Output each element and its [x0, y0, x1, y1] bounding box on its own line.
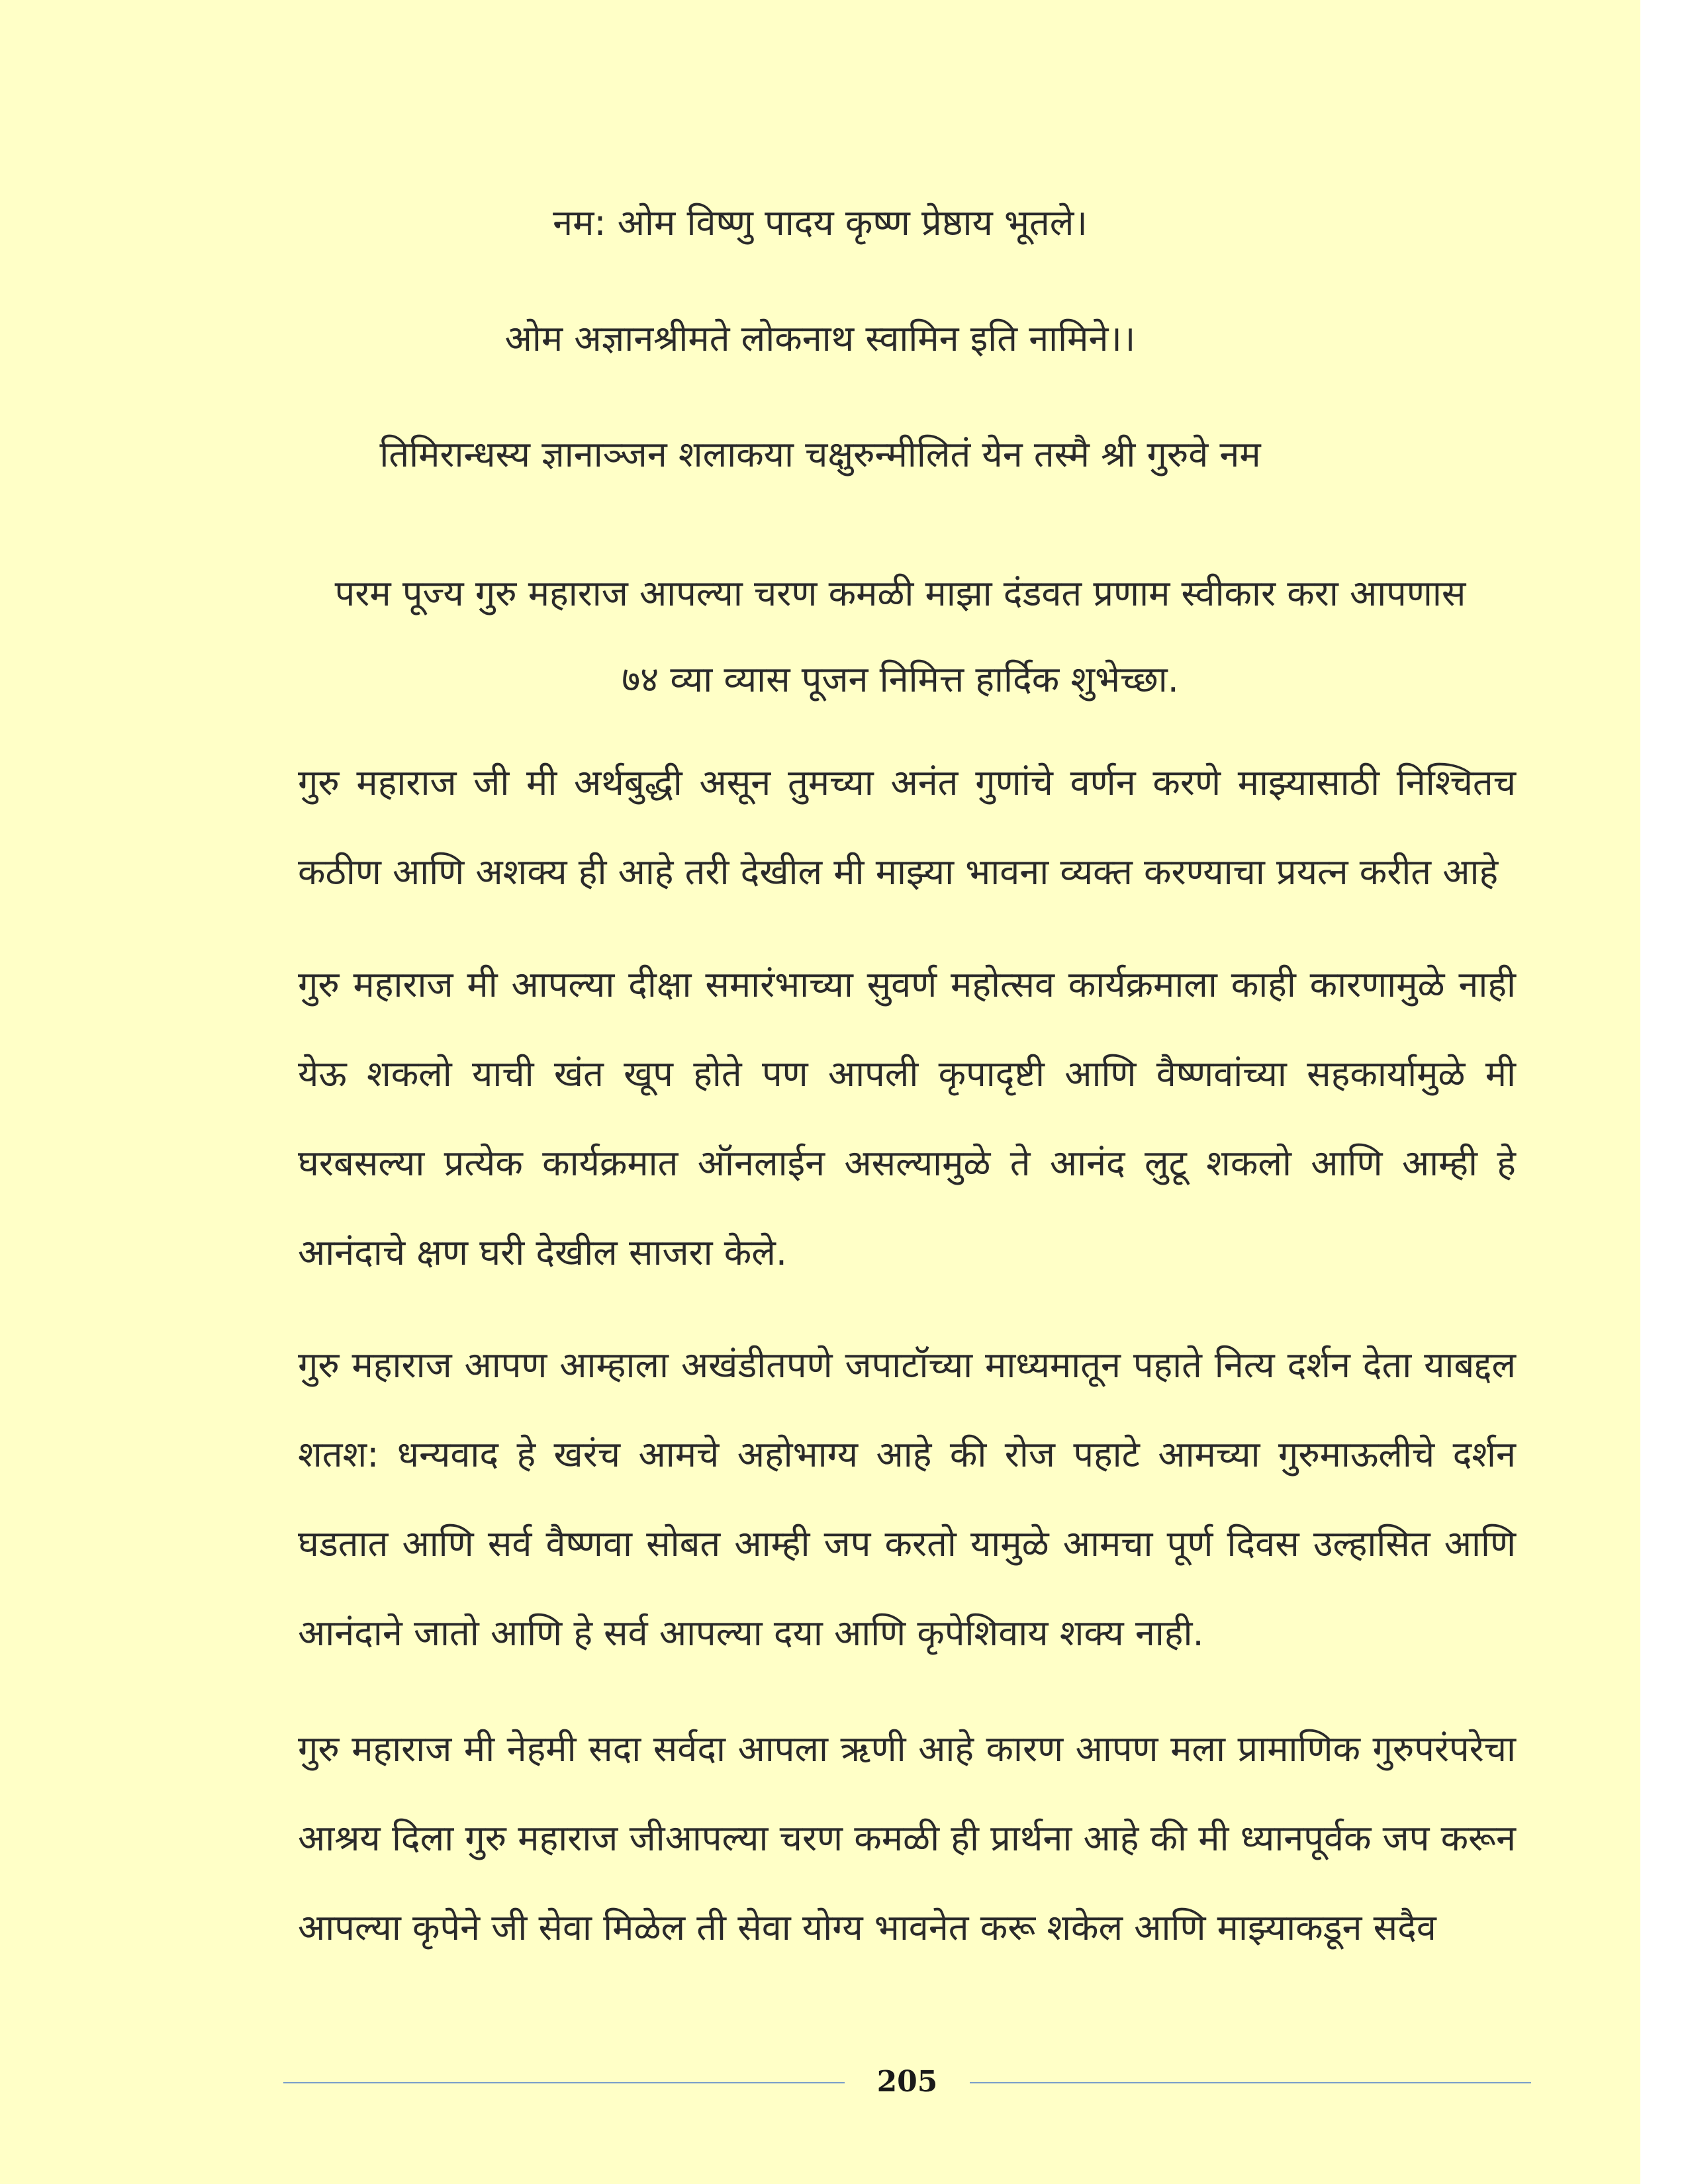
body-paragraph-1: गुरु महाराज जी मी अर्थबुद्धी असून तुमच्या अनंत गुणांचे वर्णन करणे माझ्यासाठी निश्चितच कठीण आणि अशक्य ही आहे तरी देखील मी माझ्या भावना व्यक्त करण्याचा प्रयत्न करीत आहे: [298, 762, 1516, 893]
body-paragraph-4: गुरु महाराज मी नेहमी सदा सर्वदा आपला ऋणी आहे कारण आपण मला प्रामाणिक गुरुपरंपरेचा आश्रय दिला गुरु महाराज जीआपल्या चरण कमळी ही प्रार्थना आहे की मी ध्यानपूर्वक जप करून आपल्या कृपेने जी सेवा मिळेल ती सेवा योग्य भावनेत करू शकेल आणि माझ्याकडून सदैव: [298, 1728, 1516, 1948]
footer-rule-left: [283, 2082, 845, 2083]
body-paragraph-3: गुरु महाराज आपण आम्हाला अखंडीतपणे जपाटॉच्या माध्यमातून पहाते नित्य दर्शन देता याबद्दल शतश: धन्यवाद हे खरंच आमचे अहोभाग्य आहे की रोज पहाटे आमच्या गुरुमाऊलीचे दर्शन घडतात आणि सर्व वैष्णवा सोबत आम्ही जप करतो यामुळे आमचा पूर्ण दिवस उल्हासित आणि आनंदाने जातो आणि हे सर्व आपल्या दया आणि कृपेशिवाय शक्य नाही.: [298, 1344, 1516, 1654]
page-number: 205: [876, 2065, 938, 2099]
verse-line-3: तिमिरान्धस्य ज्ञानाञ्जन शलाकया चक्षुरुन्मीलितं येन तस्मै श्री गुरुवे नम: [379, 433, 1261, 475]
greeting-paragraph: परम पूज्य गुरु महाराज आपल्या चरण कमळी माझा दंडवत प्रणाम स्वीकार करा आपणास ७४ व्या व्यास पूजन निमित्त हार्दिक शुभेच्छा.: [334, 572, 1466, 700]
verse-line-2: ओम अज्ञानश्रीमते लोकनाथ स्वामिन इति नामिने।।: [504, 318, 1136, 359]
verse-line-1: नम: ओम विष्णु पादय कृष्ण प्रेष्ठाय भूतले।: [553, 202, 1088, 244]
footer-rule-right: [970, 2082, 1531, 2083]
body-paragraph-2: गुरु महाराज मी आपल्या दीक्षा समारंभाच्या सुवर्ण महोत्सव कार्यक्रमाला काही कारणामुळे नाही येऊ शकलो याची खंत खूप होते पण आपली कृपादृष्टी आणि वैष्णवांच्या सहकार्यामुळे मी घरबसल्या प्रत्येक कार्यक्रमात ऑनलाईन असल्यामुळे ते आनंद लुटू शकलो आणि आम्ही हे आनंदाचे क्षण घरी देखील साजरा केले.: [298, 964, 1516, 1273]
